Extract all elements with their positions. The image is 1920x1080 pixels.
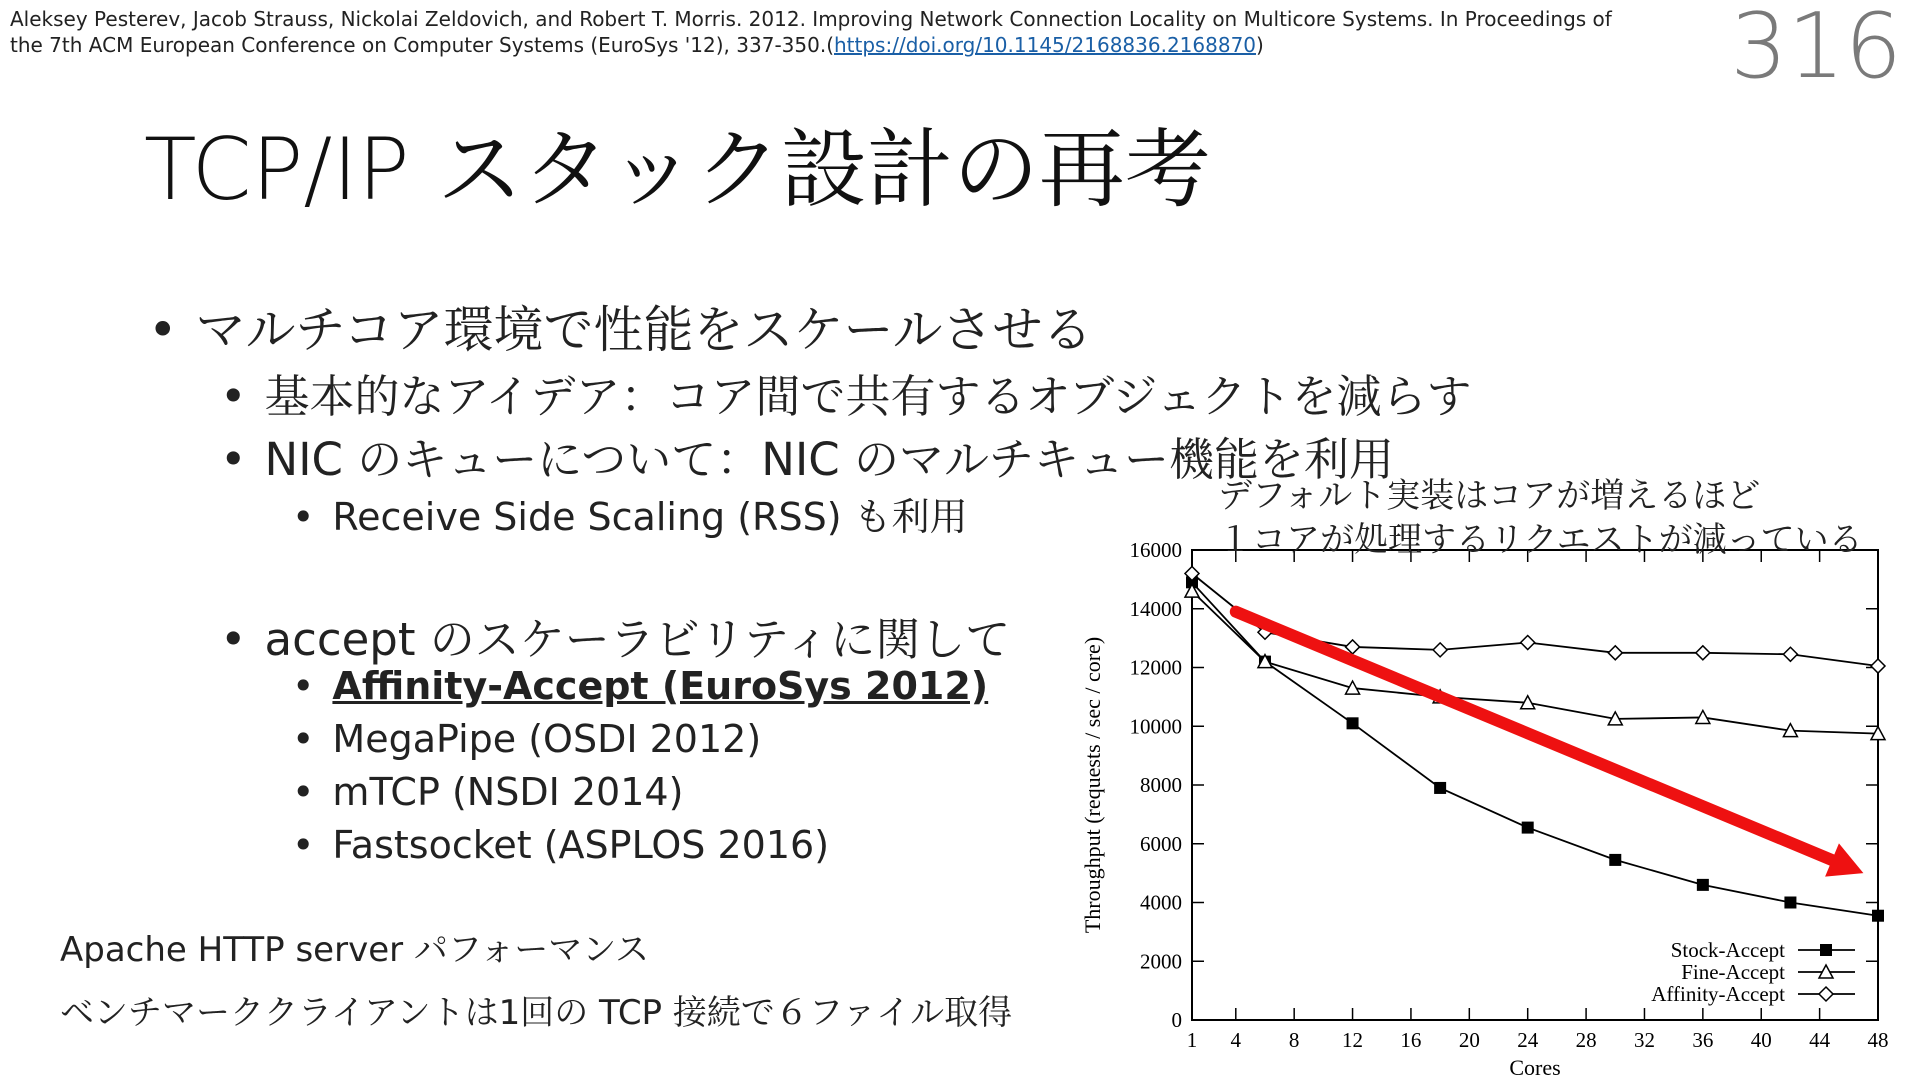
data-point-fine-accept — [1433, 690, 1447, 703]
bullet-text: accept のスケーラビリティに関して — [264, 613, 1011, 666]
trend-arrow-head — [1825, 843, 1863, 876]
data-point-stock-accept — [1259, 656, 1271, 668]
x-tick-label: 40 — [1750, 1028, 1772, 1052]
citation-line2-prefix: the 7th ACM European Conference on Computer Systems (EuroSys '12), 337-350.( — [10, 33, 834, 57]
bullet-dot: • — [220, 613, 247, 666]
x-tick-label: 44 — [1809, 1028, 1831, 1052]
slide-title: TCP/IP スタック設計の再考 — [144, 120, 1211, 220]
data-point-fine-accept — [1258, 655, 1272, 668]
bullet-text: mTCP (NSDI 2014) — [332, 770, 684, 814]
data-point-affinity-accept — [1258, 625, 1272, 639]
x-tick-label: 1 — [1186, 1028, 1198, 1052]
series-line-fine-accept — [1192, 591, 1878, 733]
bullet-text: Receive Side Scaling (RSS) も利用 — [332, 495, 968, 539]
y-tick-label: 2000 — [1140, 949, 1182, 974]
y-tick-label: 14000 — [1129, 596, 1182, 621]
data-point-affinity-accept — [1696, 646, 1710, 660]
doi-link[interactable]: https://doi.org/10.1145/2168836.2168870 — [834, 33, 1257, 57]
citation-line2-suffix: ) — [1256, 33, 1264, 57]
y-tick-label: 4000 — [1140, 890, 1182, 915]
x-tick-label: 16 — [1400, 1028, 1422, 1052]
legend-label: Fine-Accept — [1681, 960, 1785, 984]
data-point-affinity-accept — [1346, 640, 1360, 654]
data-point-fine-accept — [1783, 724, 1797, 737]
bullet-level3 — [292, 770, 683, 814]
bullet-dot: • — [292, 495, 315, 539]
data-point-affinity-accept — [1783, 647, 1797, 661]
y-tick-label: 12000 — [1129, 655, 1182, 680]
x-tick-label: 36 — [1692, 1028, 1714, 1052]
data-point-stock-accept — [1784, 897, 1796, 909]
data-point-affinity-accept — [1871, 659, 1885, 673]
data-point-fine-accept — [1185, 584, 1199, 597]
bullet-level2 — [220, 360, 1471, 425]
bullet-level3 — [292, 823, 829, 867]
bullet-dot: • — [292, 823, 315, 867]
caption-line2: ベンチマーククライアントは1回の TCP 接続で６ファイル取得 — [60, 993, 1013, 1033]
x-tick-label: 48 — [1867, 1028, 1889, 1052]
x-tick-label: 20 — [1458, 1028, 1480, 1052]
data-point-stock-accept — [1872, 910, 1884, 922]
citation-line2 — [10, 32, 1710, 58]
x-tick-label: 12 — [1342, 1028, 1364, 1052]
bullet-text: 基本的なアイデア：コア間で共有するオブジェクトを減らす — [264, 370, 1472, 423]
legend-label: Affinity-Accept — [1651, 982, 1785, 1006]
x-tick-label: 24 — [1517, 1028, 1539, 1052]
y-axis-label: Throughput (requests / sec / core) — [1080, 636, 1105, 934]
data-point-fine-accept — [1346, 681, 1360, 694]
annotation-line2: １コアが処理するリクエストが減っている — [1218, 520, 1863, 560]
bullet-text: MegaPipe (OSDI 2012) — [332, 717, 762, 761]
x-tick-label: 4 — [1230, 1028, 1242, 1052]
x-tick-label: 32 — [1633, 1028, 1655, 1052]
bullet-dot: • — [148, 301, 178, 359]
bullet-level3 — [292, 486, 968, 541]
y-tick-label: 10000 — [1129, 714, 1182, 739]
data-point-fine-accept — [1608, 712, 1622, 725]
x-tick-label: 28 — [1575, 1028, 1597, 1052]
bullet-text: Fastsocket (ASPLOS 2016) — [332, 823, 830, 867]
data-point-stock-accept — [1186, 576, 1198, 588]
data-point-fine-accept — [1871, 727, 1885, 740]
data-point-stock-accept — [1347, 717, 1359, 729]
data-point-stock-accept — [1434, 782, 1446, 794]
x-axis-label: Cores — [1509, 1055, 1561, 1080]
page-number: 316 — [1730, 0, 1902, 99]
legend-label: Stock-Accept — [1670, 938, 1785, 962]
y-tick-label: 0 — [1171, 1008, 1182, 1032]
data-point-stock-accept — [1697, 879, 1709, 891]
series-line-stock-accept — [1192, 582, 1878, 915]
x-tick-label: 8 — [1288, 1028, 1300, 1052]
bullet-dot: • — [292, 770, 315, 814]
bullet-level2 — [220, 603, 1010, 668]
data-point-affinity-accept — [1608, 646, 1622, 660]
trend-arrow-shaft — [1236, 612, 1832, 860]
data-point-affinity-accept — [1433, 643, 1447, 657]
annotation-line1: デフォルト実装はコアが増えるほど — [1218, 476, 1761, 516]
series-line-affinity-accept — [1192, 574, 1878, 667]
bullet-level1 — [148, 290, 1093, 362]
data-point-stock-accept — [1609, 854, 1621, 866]
bullet-dot: • — [220, 433, 247, 486]
data-point-fine-accept — [1696, 710, 1710, 723]
y-tick-label: 16000 — [1129, 538, 1182, 562]
y-tick-label: 8000 — [1140, 773, 1182, 797]
plot-frame — [1192, 550, 1878, 1020]
legend-marker — [1820, 944, 1832, 956]
caption-line1: Apache HTTP server パフォーマンス — [60, 930, 650, 970]
data-point-affinity-accept — [1185, 567, 1199, 581]
bullet-text-highlighted: Affinity-Accept (EuroSys 2012) — [332, 664, 989, 708]
bullet-dot: • — [292, 717, 315, 761]
bullet-level3 — [292, 717, 761, 761]
legend-marker — [1819, 965, 1833, 978]
bullet-dot: • — [220, 370, 247, 423]
bullet-dot: • — [292, 664, 315, 708]
data-point-stock-accept — [1522, 822, 1534, 834]
bullet-level3 — [292, 664, 988, 708]
y-tick-label: 6000 — [1140, 831, 1182, 856]
citation — [10, 6, 1710, 58]
bullet-text: マルチコア環境で性能をスケールさせる — [195, 301, 1093, 359]
data-point-fine-accept — [1521, 696, 1535, 709]
legend-marker — [1819, 987, 1833, 1001]
citation-line1: Aleksey Pesterev, Jacob Strauss, Nickolai Zeldovich, and Robert T. Morris. 2012. Improving Network Connection Locality on Multicore Systems. In Proceedings of — [10, 7, 1612, 31]
bullet-text: NIC のキューについて：NIC のマルチキュー機能を利用 — [264, 433, 1394, 486]
data-point-affinity-accept — [1521, 636, 1535, 650]
